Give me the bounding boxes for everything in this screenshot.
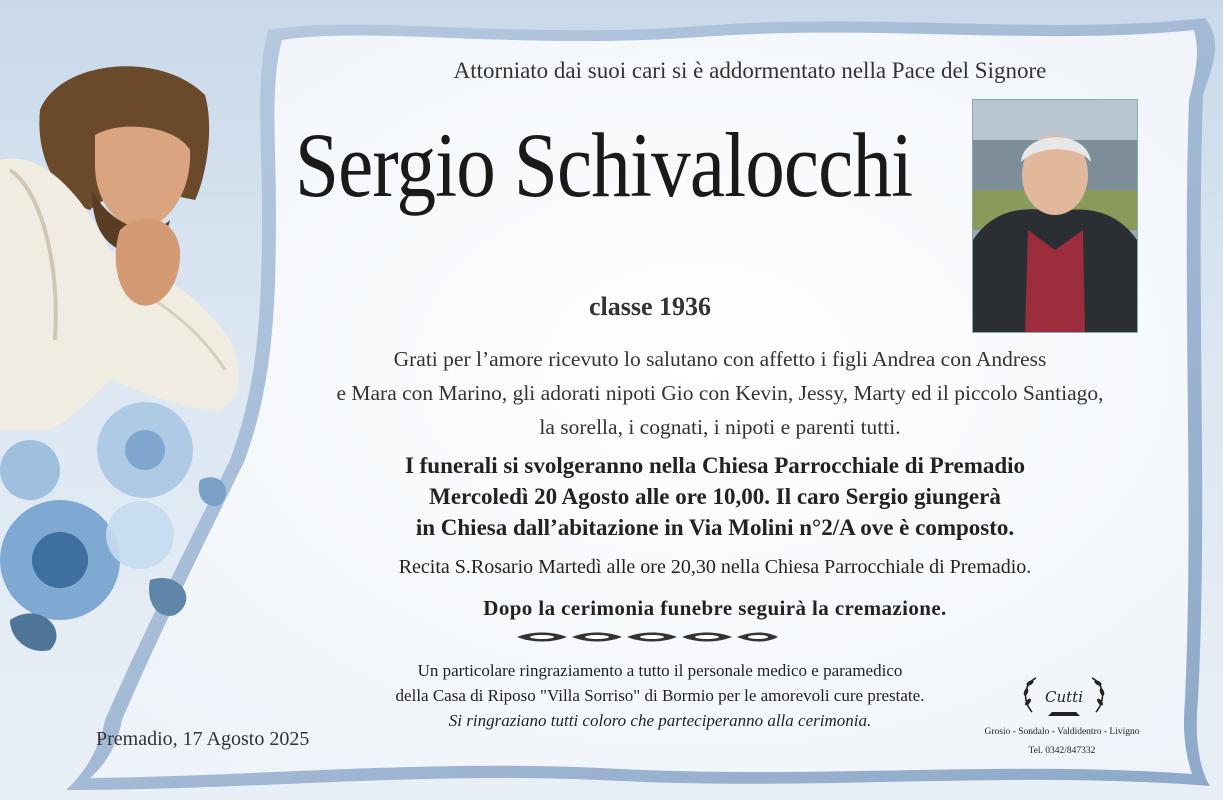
deceased-name: Sergio Schivalocchi: [295, 114, 913, 216]
agency-phone: Tel. 0342/847332: [1028, 746, 1096, 756]
thanks-line: Un particolare ringraziamento a tutto il personale medico e paramedico: [417, 661, 903, 680]
praying-figure-illustration: [0, 40, 260, 660]
birth-year-class: classe 1936: [588, 292, 712, 321]
portrait-photo: [972, 99, 1138, 333]
place-date: Premadio, 17 Agosto 2025: [96, 728, 310, 750]
family-line: la sorella, i cognati, i nipoti e parenti tutti.: [539, 415, 901, 439]
family-message: [255, 342, 1185, 444]
intro-line: Attorniato dai suoi cari si è addormentato nella Pace del Signore: [453, 58, 1047, 83]
blue-flowers: [0, 402, 226, 651]
funeral-line: I funerali si svolgeranno nella Chiesa Parrocchiale di Premadio: [404, 453, 1026, 478]
thanks-italic-line: Si ringraziano tutti coloro che parteciperanno alla cerimonia.: [448, 711, 872, 730]
rosary-notice: Recita S.Rosario Martedì alle ore 20,30 nella Chiesa Parrocchiale di Premadio.: [398, 556, 1032, 578]
agency-towns: Grosio - Sondalo - Valdidentro - Livigno: [984, 727, 1140, 737]
agency-logo: [1018, 672, 1110, 720]
thanks-message: [270, 658, 1050, 733]
cremation-notice: Dopo la cerimonia funebre seguirà la cremazione.: [483, 596, 947, 620]
ornament-divider: [512, 630, 782, 644]
funeral-announcement: [255, 450, 1175, 543]
family-line: e Mara con Marino, gli adorati nipoti Gio con Kevin, Jessy, Marty ed il piccolo Santiago,: [336, 381, 1104, 405]
funeral-line: Mercoledì 20 Agosto alle ore 10,00. Il caro Sergio giungerà: [429, 484, 1001, 509]
funeral-line: in Chiesa dall’abitazione in Via Molini n°2/A ove è composto.: [415, 515, 1015, 540]
agency-logo-text: Cutti: [1045, 688, 1083, 706]
family-line: Grati per l’amore ricevuto lo salutano con affetto i figli Andrea con Andress: [393, 347, 1047, 371]
thanks-line: della Casa di Riposo "Villa Sorriso" di Bormio per le amorevoli cure prestate.: [395, 686, 925, 705]
